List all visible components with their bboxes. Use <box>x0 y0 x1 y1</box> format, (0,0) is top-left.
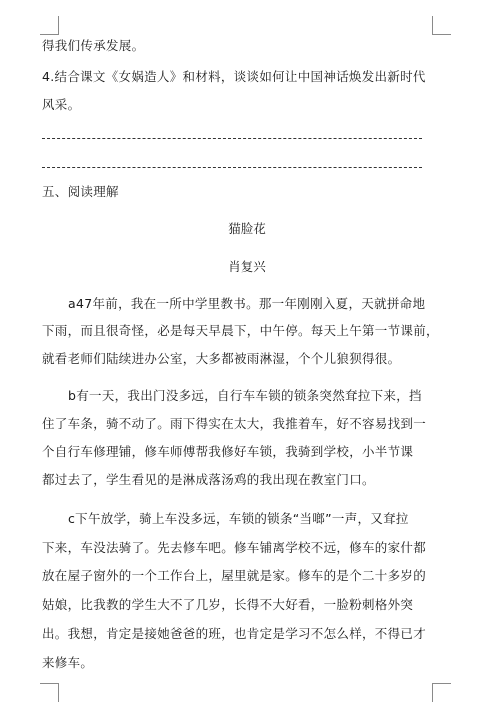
answer-line-1[interactable] <box>42 138 422 139</box>
paragraph-c-line-5: 出。我想，肯定是接她爸爸的班，也肯定是学习不怎么样，不得已才 <box>42 626 427 641</box>
section-heading: 五、阅读理解 <box>42 184 119 199</box>
paragraph-c-line-1: c下午放学，骑上车没多远，车锁的锁条“当啷”一声，又耷拉 <box>68 511 409 526</box>
crop-mark-bottom-right <box>432 683 451 702</box>
paragraph-c-line-6: 来修车。 <box>42 655 94 670</box>
continued-text-line: 得我们传承发展。 <box>42 38 145 53</box>
paragraph-c-line-3: 放在屋子窗外的一个工作台上，屋里就是家。修车的是个二十多岁的 <box>42 568 427 583</box>
paragraph-b-line-2: 住了车条，骑不动了。雨下得实在太大，我推着车，好不容易找到一 <box>42 416 427 431</box>
crop-mark-top-right <box>432 16 451 35</box>
paragraph-a-line-2: 下雨，而且很奇怪，必是每天早晨下，中午停。每天上午第一节课前， <box>42 323 439 338</box>
question-4-line-2: 风采。 <box>42 97 81 112</box>
crop-mark-top-left <box>40 16 59 35</box>
paragraph-a-line-3: 就看老师们陆续进办公室，大多都被雨淋湿，个个儿狼狈得很。 <box>42 351 401 366</box>
paragraph-b-line-3: 个自行车修理铺，修车师傅帮我修好车锁，我骑到学校，小半节课 <box>42 444 414 459</box>
paragraph-b-line-1: b有一天，我出门没多远，自行车车锁的锁条突然耷拉下来，挡 <box>68 388 422 403</box>
paragraph-c-line-4: 姑娘，比我教的学生大不了几岁，长得不大好看，一脸粉刺格外突 <box>42 597 414 612</box>
question-4-line-1: 4.结合课文《女娲造人》和材料，谈谈如何让中国神话焕发出新时代 <box>42 69 426 84</box>
paragraph-a-line-1: a47年前，我在一所中学里教书。那一年刚刚入夏，天就拼命地 <box>68 296 426 311</box>
paragraph-b-line-4: 都过去了，学生看见的是淋成落汤鸡的我出现在教室门口。 <box>42 472 375 487</box>
answer-line-2[interactable] <box>42 167 422 168</box>
paragraph-c-line-2: 下来，车没法骑了。先去修车吧。修车铺离学校不远，修车的家什都 <box>42 540 427 555</box>
crop-mark-bottom-left <box>40 683 59 702</box>
story-title: 猫脸花 <box>228 221 266 236</box>
story-author: 肖复兴 <box>228 259 266 274</box>
